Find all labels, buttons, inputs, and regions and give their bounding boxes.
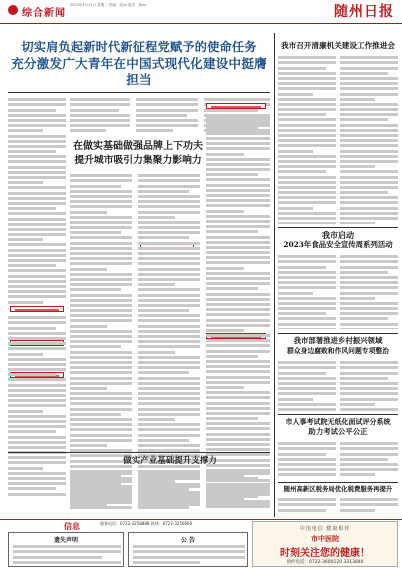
notice-lost-text: [13, 543, 121, 567]
right-article2-col2: [340, 253, 398, 329]
info-phone: 服务电话：0722-3258888 热线：0722-3256666: [100, 521, 193, 526]
bottom-article-col1: [70, 470, 132, 514]
info-logo: 信息: [64, 522, 80, 531]
right-article2-title-line1: 我市启动: [322, 230, 354, 240]
ad-top-text: 中国电信 健康相伴: [299, 526, 351, 532]
lead-title-line1: 切实肩负起新时代新征程党赋予的使命任务: [21, 40, 257, 54]
right-article3-col1: [278, 359, 336, 411]
lead-article-col1: [8, 96, 66, 306]
right-article5-col1: [278, 496, 336, 516]
bottom-article-col3: [206, 470, 270, 514]
right-article4-col1: [278, 440, 336, 480]
right-article3-title-line1: 我市部署推进乡村振兴领域: [293, 336, 383, 345]
youth-bottom-title: 做实产业基础提升支撑力: [123, 456, 217, 466]
brand-article-col3: [206, 114, 270, 510]
row-rule: [8, 452, 270, 453]
lead-title-line2: 充分激发广大青年在中国式现代化建设中挺膺担当: [11, 56, 267, 87]
paper-name: 随州日报: [334, 4, 394, 20]
row-rule: [8, 92, 270, 93]
subhead-box: [206, 103, 266, 109]
row-rule: [278, 414, 398, 415]
row-rule: [278, 227, 398, 228]
row-rule: [278, 333, 398, 334]
brand-article-title-line1: 在做实基础做强品牌上下功夫: [73, 141, 203, 152]
right-article3-title-line2: 群众身边腐败和作风问题专项整治: [287, 347, 389, 355]
ad-slogan: 时刻关注您的健康！: [280, 548, 370, 559]
section-logo-icon: [8, 5, 18, 15]
section-name: 综合新闻: [22, 8, 66, 19]
lead-article-col1-lower: [8, 314, 66, 514]
bottom-article-col2: [138, 470, 200, 514]
right-article1-col2: [340, 54, 398, 224]
ad-organization: 市中医院: [311, 535, 339, 543]
lead-article-col3: [136, 96, 198, 136]
brand-article-title-line2: 提升城市吸引力集聚力影响力: [74, 155, 202, 166]
row-rule: [278, 482, 398, 483]
hospital-ad: [252, 521, 398, 567]
right-article1-title: 我市召开清廉机关建设工作推进会: [281, 41, 395, 50]
right-article5-col2: [340, 496, 398, 516]
notice-announcement-title: 公 告: [180, 537, 196, 544]
notice-announcement-text: [133, 543, 245, 567]
right-article2-col1: [278, 253, 336, 329]
masthead: [0, 0, 402, 24]
right-article2-title-line2: 2023年食品安全宣传周系列活动: [283, 240, 393, 249]
right-article4-title-line1: 市人事考试院无纸化面试评分系统: [285, 417, 391, 426]
right-article1-col1: [278, 54, 336, 224]
subhead-box: [10, 306, 64, 312]
lead-article-col2: [70, 96, 130, 136]
right-article5-title: 随州高新区税务局优化税费服务再提升: [283, 485, 393, 493]
right-article4-col2: [340, 440, 398, 480]
notice-box-announcement: [128, 532, 248, 567]
column-rule: [274, 33, 275, 517]
notice-box-lost: [8, 532, 124, 567]
notice-lost-title: 遗失声明: [53, 537, 78, 544]
right-article3-col2: [340, 359, 398, 411]
masthead-meta: 2023年4月11日 星期二 责编：张xx 版式：杨xx: [70, 3, 147, 7]
ad-phone: 预约电话：0722-3600120 3313840: [286, 560, 364, 565]
right-article4-title-line2: 助力考试公平公正: [308, 427, 368, 436]
